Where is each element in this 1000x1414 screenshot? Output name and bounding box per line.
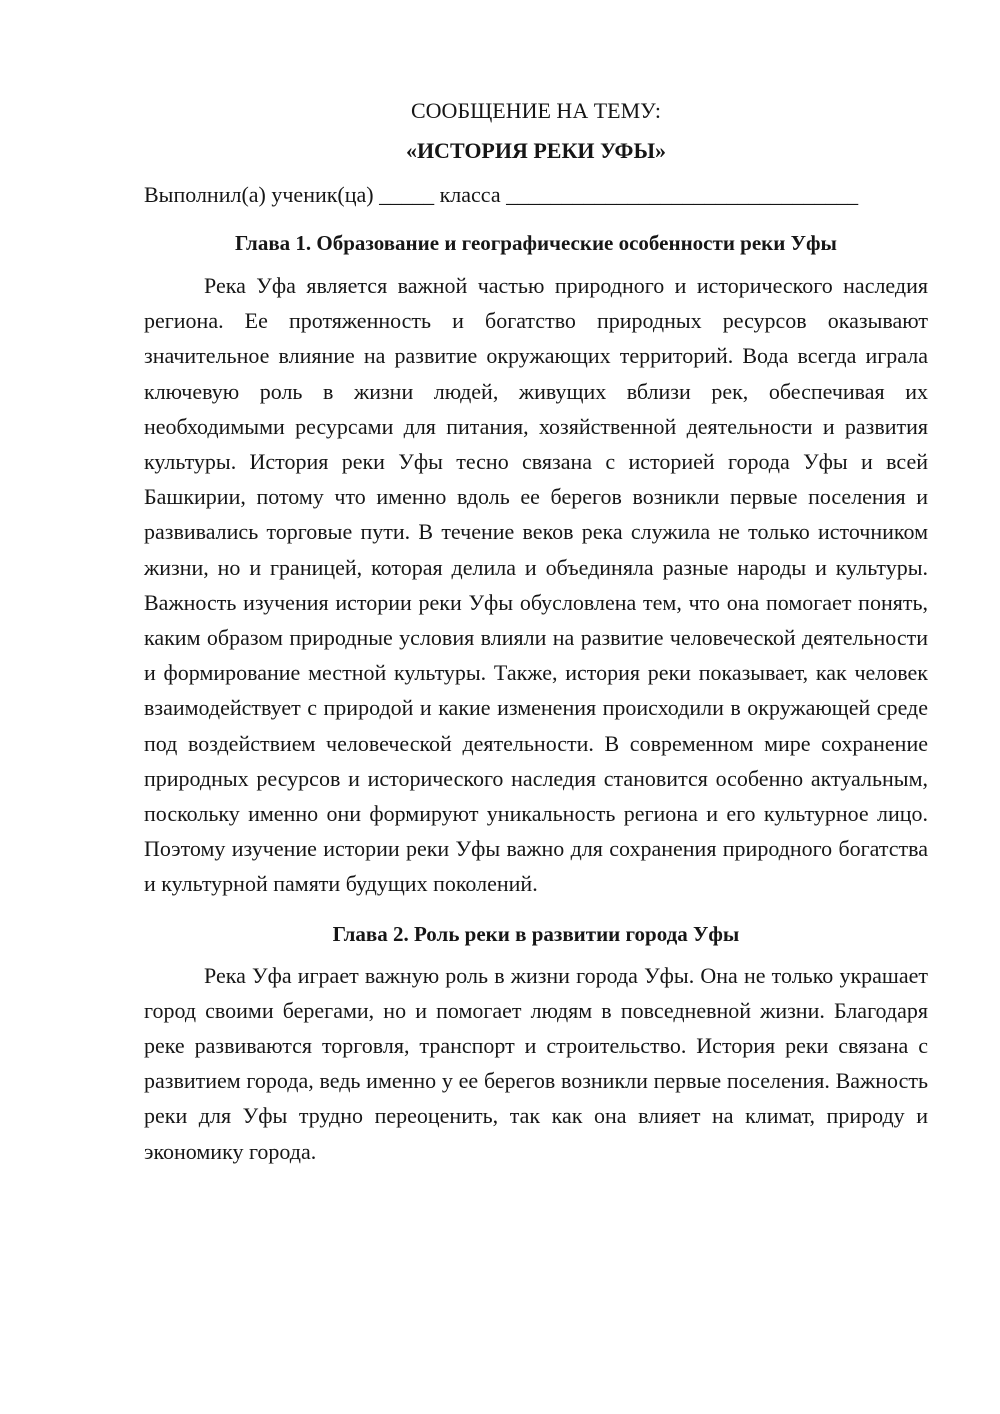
- document-header: СООБЩЕНИЕ НА ТЕМУ:: [411, 98, 661, 123]
- chapter-1-paragraph: Река Уфа является важной частью природного и исторического наследия региона. Ее протяженность и богатство природных ресурсов оказывают значительное влияние на развитие окружающих территорий. Вода всегда играла ключевую роль в жизни людей, живущих вблизи рек, обеспечивая их необходимыми ресурсами для питания, хозяйственной деятельности и развития культуры. История реки Уфы тесно связана с историей города Уфы и всей Башкирии, потому что именно вдоль ее берегов возникли первые поселения и развивались торговые пути. В течение веков река служила не только источником жизни, но и границей, которая делила и объединяла разные народы и культуры. Важность изучения истории реки Уфы обусловлена тем, что она помогает понять, каким образом природные условия влияли на развитие человеческой деятельности и формирование местной культуры. Также, история реки показывает, как человек взаимодействует с природой и какие изменения происходили в окружающей среде под воздействием человеческой деятельности. В современном мире сохранение природных ресурсов и исторического наследия становится особенно актуальным, поскольку именно они формируют уникальность региона и его культурное лицо. Поэтому изучение истории реки Уфы важно для сохранения природного богатства и культурной памяти будущих поколений.: [144, 273, 928, 897]
- author-line: Выполнил(а) ученик(ца) _____ класса ________________________________: [144, 182, 859, 207]
- chapter-1-heading: Глава 1. Образование и географические особенности реки Уфы: [235, 231, 837, 255]
- chapter-2-paragraph: Река Уфа играет важную роль в жизни города Уфы. Она не только украшает город своими берегами, но и помогает людям в повседневной жизни. Благодаря реке развиваются торговля, транспорт и строительство. История реки связана с развитием города, ведь именно у ее берегов возникли первые поселения. Важность реки для Уфы трудно переоценить, так как она влияет на климат, природу и экономику города.: [144, 962, 928, 1164]
- document-title: «ИСТОРИЯ РЕКИ УФЫ»: [405, 138, 667, 163]
- document-page: [144, 96, 928, 1169]
- chapter-2-heading: Глава 2. Роль реки в развитии города Уфы: [332, 921, 740, 946]
